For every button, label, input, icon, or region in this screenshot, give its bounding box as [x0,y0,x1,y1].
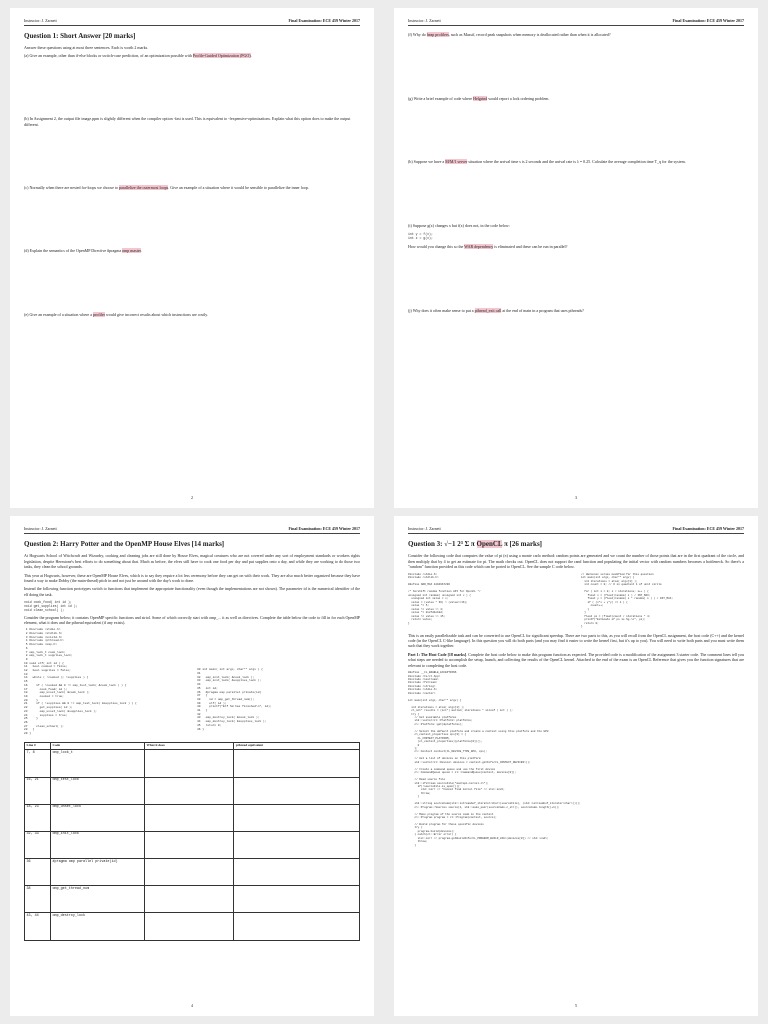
q1i-text: How would you change this so the [408,244,465,250]
row-code: omp_destroy_lock [51,913,145,940]
answer-cell-what[interactable] [145,859,234,886]
exam-label: Final Examination: ECE 459 Winter 2017 [288,18,360,23]
code-listing-right: 30 int main( int argc, char** argv ) { 31 32 omp_init_lock( &cook_lock ); 33 omp_init_lock( &supplies_lock ); 34 35 int id; 36 #pragma omp parallel private(id) 37 { 38 id = omp_get_thread_num(); 39 elf( id ); 40 printf("Elf %d has finished\n", id); 41 } 42 43 omp_destroy_lock( &cook_lock ); 44 omp_destroy_lock( &supplies_lock ); 45 return 0; 46 } [197,668,272,731]
table-row [25,750,360,777]
row-line: 18, 23 [25,804,51,831]
q1d-text: (d) Explain the semantics of the OpenMP Directive #pragma [24,248,123,254]
answer-cell-pthread[interactable] [234,750,360,777]
answer-cell-pthread[interactable] [234,777,360,804]
answer-cell-pthread[interactable] [234,831,360,858]
table-row [25,859,360,886]
code-listing-left: 1 #include <stdio.h> 2 #include <stdlib.h> 3 #include <unistd.h> 4 #include <pthread.h> 5 #include <omp.h> 6 7 omp_lock_t cook_lock; 8 omp_lock_t supplies_lock; 9 10 void elf( int id ) { 11 bool cooked = false; 12 bool supplies = false; 13 14 while ( !cooked || !supplies ) { 15 16 if ( !cooked && 0 != omp_test_lock( &cook_lock ) ) { 17 cook_food( id ); 18 omp_unset_lock( &cook_lock ); 19 cooked = true; 20 } 21 if ( !supplies && 0 != omp_test_lock( &supplies_lock ) ) { 22 get_supplies( id ); 23 omp_unset_lock( &supplies_lock ); 24 supplies = true; 25 } 26 27 clean_school( ); 28 } 29 } [24,628,137,736]
q3-title-highlight[interactable]: OpenCL [476,540,503,549]
answer-cell-pthread[interactable] [234,913,360,940]
exam-label: Final Examination: ECE 459 Winter 2017 [672,18,744,23]
row-code: omp_lock_t [51,750,145,777]
table-row [25,777,360,804]
question-1j [408,308,744,313]
question-2-para-1: At Hogwarts School of Witchcraft and Wizardry, cooking and cleaning jobs are still done by House Elves, magical creatures who are not covered under any sort of employment standards or workers rights legislation, despite Hermione's best efforts to do something about that. Much as before, the elves still have to cook one food per day and put supplies onto a day, and while they are working to do those two tasks, they clean the school grounds. [24,553,360,570]
exam-label: Final Examination: ECE 459 Winter 2017 [672,526,744,531]
instructor-label: Instructor: J. Zarnett [24,526,57,531]
table-row [25,913,360,940]
q1d-highlight[interactable]: omp master [122,248,141,254]
col-code: Code [51,742,145,750]
page-header [24,18,360,26]
q1d-end: . [140,248,142,254]
part-1-text: . Complete the host code below to make this program function as expected. The provided code is a modification of the assignment 3 starter code. The comment lines tell you what steps are needed to accomplish the setup, launch, and collecting the results of the OpenCL kernel. Attached to the end of the exam is an OpenCL Reference that gives you the function signatures that are relevant to completing the host code. [408,651,745,668]
pi-code-left: #include <stdio.h> #include <stdlib.h> #define ARR_MAX 4294967296 /* Xorshift random function API for OpenCL */ unsigned int random( unsigned int x ) { unsigned int value = x; value = (value * 36) ^ (value>>16); value *= 5; value ^= value >> 4; value *= 0x27d4eb2d; value ^= value >> 15; return value; } [408,572,481,625]
q1f-highlight[interactable]: heap profilers [426,32,449,38]
q3-title-end: π [26 marks] [502,540,543,549]
row-line: 38 [25,886,51,913]
question-1b: (b) In Assignment 2, the output file image.ppm is slightly different when the compiler option -fast is used. This is equivalent to -fexpensive-optimizations. Explain what this option does to make the output different. [24,116,351,127]
q1h-highlight[interactable]: M/M/1 server [445,159,468,165]
col-line: Line # [25,742,51,750]
question-2-para-4: Consider the program below; it contains OpenMP specific functions and strtol. Some of which correctly start with omp_... it as well as directives. Complete the table below the code to fill in for each OpenMP element, what it does and the pthread equivalent (if any exists). [24,614,360,625]
q1j-text: (j) Why does it often make sense to put a [408,307,475,313]
row-line: 43, 44 [25,913,51,940]
row-code: omp_test_lock [51,777,145,804]
q3-title-text: Question 3: √−1 2³ Σ π [408,540,477,549]
host-code-listing: #define __CL_ENABLE_EXCEPTIONS #include <CL/cl.hpp> #include <iostream> #include <fstream> #include <string> #include <stdio.h> #include <vector> int main(int argc, char** argv) { int iterations = atoi( argv[1] ); cl_int* results = (int*) malloc( iterations * sizeof ( int ) ); try { // Get available platforms std::vector<cl::Platform> platforms; cl::Platform::get(&platforms); // Select the default platform and create a context using this platform and the GPU cl_context_properties cps[3] = { CL_CONTEXT_PLATFORM, (cl_context_properties)(platforms[0])(), 0 }; cl::Context context(CL_DEVICE_TYPE_GPU, cps); // Get a list of devices on this platform std::vector<cl::Device> devices = context.getInfo<CL_CONTEXT_DEVICES>(); // Create a command queue and use the first device cl::CommandQueue queue = cl::CommandQueue(context, devices[0]); // Read source file std::ifstream sourceFile("montepi-kernel.cl"); if(!sourceFile.is_open()){ std::cerr << "Cannot find kernel file" << std::endl; throw; } std::string sourceCode(std::istreambuf_iterator<char>(sourceFile), (std::istreambuf_iterator<char>())); cl::Program::Sources source(1, std::make_pair(sourceCode.c_str(), sourceCode.length()+1)); // Make program of the source code in the context cl::Program program = cl::Program(context, source); // Build program for these specific devices try { program.build(devices); } catch(cl::Error error) { std::cerr << program.getBuildInfo<CL_PROGRAM_BUILD_LOG>(devices[0]) << std::endl; throw; } [408,671,581,847]
exam-page-4 [10,516,374,1016]
col-what: What it does [145,742,234,750]
page-header [408,18,744,26]
question-1-intro: Answer these questions using at most three sentences. Each is worth 2 marks. [24,45,149,51]
q1j-end: at the end of main in a program that uses pthreads? [501,307,584,313]
q1i-highlight[interactable]: WAR dependency [464,244,494,250]
q1h-text: (h) Suppose we have a [408,159,446,165]
pi-code-right: // Harmonic series modified for this question int main(int argc, char** argv) { int iterations = atoi( argv[1] ); int count = 0; // # in quadrant 1 of unit circle for ( int i = 0; i < iterations; i++ ) { float x = (float)random( i ) / INT_MAX; float y = (float)random( i * random( i ) ) / INT_MAX; if ( (x*x + y*y) <= 1 ) { count++; } } float pi = (float)count / iterations * 4; printf("Estimate of pi is %g.\n", pi); return 0; } [581,572,673,629]
answer-cell-pthread[interactable] [234,886,360,913]
table-row [25,804,360,831]
q1h-end: situation where the arrival time s is 2 seconds and the arrival rate is λ = 0.25. Calculate the average completion time T_q for the system. [467,159,686,165]
page-number: 4 [191,1002,193,1008]
answer-cell-what[interactable] [145,886,234,913]
question-1i: (i) Suppose g(x) changes x but f(x) does not, in the code below: [408,222,510,228]
col-pthread: pthread equivalent [234,742,360,750]
q1f-end: , such as Massif, record peak snapshots when memory is deallocated rather than when it is allocated? [448,32,611,38]
q1c-end: . Give an example of a situation where it would be sensible to parallelize the inner loop. [168,185,309,191]
q1e-text: (e) Give an example of a situation where a [24,311,93,317]
q1a-text: (a) Give an example, other than if-else blocks or switch-case prediction, of an optimization possible with [24,52,193,58]
question-1-title: Question 1: Short Answer [20 marks] [24,32,136,41]
q1c-text: (c) Normally when there are nested for-loops we choose to [24,185,119,191]
row-code: omp_init_lock [51,831,145,858]
instructor-label: Instructor: J. Zarnett [408,526,441,531]
row-line: 16, 21 [25,777,51,804]
question-2-para-2: This year at Hogwarts, however, these are OpenMP House Elves, which is to say they require a lot less ceremony before they can get on with their work. They are also much better organized because they have found a way to make Dobby (the main-thread) pitch in and not just be around with the day's work to done. [24,572,360,584]
answer-table-header [25,742,360,750]
answer-cell-pthread[interactable] [234,804,360,831]
answer-cell-what[interactable] [145,777,234,804]
page-number: 5 [575,1002,577,1008]
row-line: 36 [25,859,51,886]
q1e-highlight[interactable]: profiler [92,311,105,317]
q1e-end: would give incorrect results about which instructions are costly. [104,311,209,317]
answer-cell-what[interactable] [145,913,234,940]
q1c-highlight[interactable]: parallelize the outermost loops [119,185,169,191]
part-1-label: Part 1: The Host Code [18 marks] [408,651,467,657]
answer-cell-what[interactable] [145,804,234,831]
question-3-title [408,540,744,548]
question-1e [24,312,360,317]
code-listing [24,628,360,735]
q1g-end: would report a lock ordering problem. [487,95,550,101]
answer-cell-pthread[interactable] [234,859,360,886]
function-prototypes: void cook_food( int id ); void get_supplies( int id ); void clean_school( ); [24,600,78,613]
exam-label: Final Examination: ECE 459 Winter 2017 [288,526,360,531]
answer-cell-what[interactable] [145,750,234,777]
page-number: 2 [191,494,193,500]
q1g-highlight[interactable]: Helgrind [473,95,488,101]
row-line: 32, 33 [25,831,51,858]
question-2-para-3: Instead the following function prototypes switch to functions that implement the appropriate functionality (even though the implementations are not shown). The parameter id is the numerical identifier of the elf doing the task. [24,586,360,597]
q1i-end: is eliminated and these can be run in parallel? [493,244,568,250]
q1f-text: (f) Why do [408,32,427,38]
instructor-label: Instructor: J. Zarnett [24,18,57,23]
page-header [408,526,744,534]
question-3-para-1: Consider the following code that computes the value of pi (π) using a monte carlo method: random points are generated and we count the number of those points that are in the first quadrant of the circle, and then multiply that by 4 to get an estimate for pi. The math checks out. OpenCL does not support the rand function and populating the initial vector with random numbers becomes a bottleneck. So there's a "random" function provided as this code which can be ported to OpenCL. See the sample C code below. [408,553,744,570]
q1g-text: (g) Write a brief example of code where [408,95,474,101]
exam-page-2 [10,8,374,508]
question-1i-code: int y = f(x); int z = g(x); [408,232,433,241]
exam-page-5 [394,516,758,1016]
answer-table [24,742,360,941]
row-code: omp_unset_lock [51,804,145,831]
row-line: 7, 8 [25,750,51,777]
question-3-part-1 [408,652,744,668]
question-2-title: Question 2: Harry Potter and the OpenMP House Elves [14 marks] [24,540,225,549]
row-code: #pragma omp parallel private(id) [51,859,145,886]
answer-cell-what[interactable] [145,831,234,858]
pi-code-listing [408,573,744,629]
instructor-label: Instructor: J. Zarnett [408,18,441,23]
q1a-end: . [250,52,252,58]
page-number: 3 [575,494,577,500]
table-row [25,886,360,913]
table-row [25,831,360,858]
page-header [24,526,360,534]
question-3-para-2: This is an easily parallelizable task and can be converted to use OpenCL for significant speedup. There are two parts to this, as you will recall from the OpenCL assignment, the host code (C++) and the kernel code (in the OpenCL C-like language). In this question you will do both parts (and you may find it easier to write the kernel first, but it's up to you). You will need to write both parts and you must write them such that they work together. [408,632,744,649]
q1j-highlight[interactable]: pthread_exit call [474,307,502,313]
q1a-highlight[interactable]: Profile-Guided Optimization (PGO) [192,52,251,58]
exam-page-3 [394,8,758,508]
row-code: omp_get_thread_num [51,886,145,913]
